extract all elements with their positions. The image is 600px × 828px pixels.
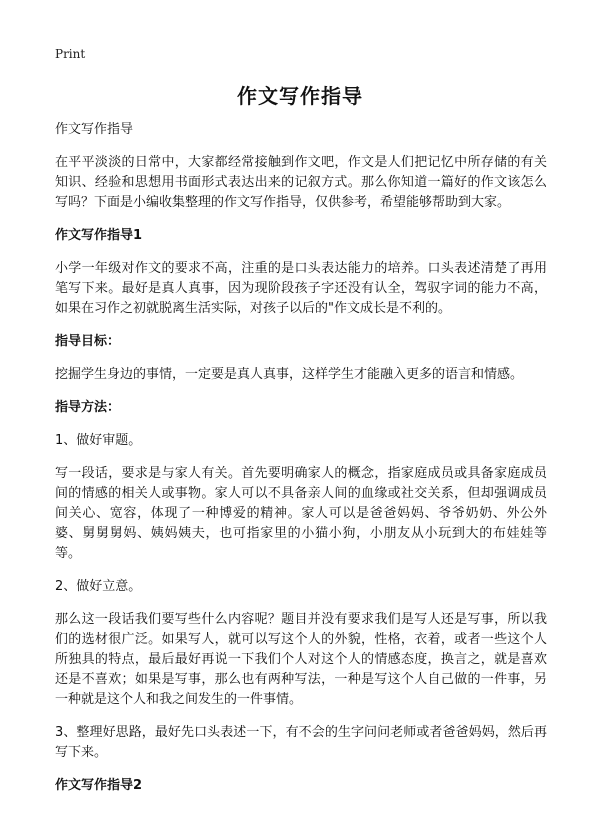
section-heading-2: 作文写作指导2 [55, 778, 143, 793]
step-2-label: 2、做好立意。 [55, 579, 142, 594]
article-body [55, 120, 547, 809]
section-heading-1: 作文写作指导1 [55, 228, 143, 243]
section-1-paragraph: 小学一年级对作文的要求不高，注重的是口头表达能力的培养。口头表述清楚了再用笔写下来。最好是真人真事，因为现阶段孩子字还没有认全，驾驭字词的能力不高，如果在习作之初就脱离生活实际，对孩子以后的"作文成长是不利的。 [55, 261, 547, 316]
goal-paragraph: 挖掘学生身边的事情，一定要是真人真事，这样学生才能融入更多的语言和情感。 [55, 367, 524, 382]
step-1-paragraph: 写一段话，要求是与家人有关。首先要明确家人的概念，指家庭成员或具备家庭成员间的情感的相关人或事物。家人可以不具备亲人间的血缘或社交关系，但却强调成员间关心、宽容，体现了一种博爱的精神。家人可以是爸爸妈妈、爷爷奶奶、外公外婆、舅舅舅妈、姨妈姨夫，也可指家里的小猫小狗，小朋友从小玩到大的布娃娃等等。 [55, 466, 547, 561]
step-2-paragraph: 那么这一段话我们要写些什么内容呢？题目并没有要求我们是写人还是写事，所以我们的选材很广泛。如果写人，就可以写这个人的外貌，性格，衣着，或者一些这个人所独具的特点，最后最好再说一下我们个人对这个人的情感态度，换言之，就是喜欢还是不喜欢；如果是写事，那么也有两种写法，一种是写这个人自己做的一件事，另一种就是这个人和我之间发生的一件事情。 [55, 612, 547, 707]
step-1-label: 1、做好审题。 [55, 433, 142, 448]
page-title: 作文写作指导 [237, 84, 363, 108]
method-heading: 指导方法： [55, 400, 121, 415]
article-subtitle: 作文写作指导 [55, 122, 134, 137]
intro-paragraph: 在平平淡淡的日常中，大家都经常接触到作文吧，作文是人们把记忆中所存储的有关知识、经验和思想用书面形式表达出来的记叙方式。那么你知道一篇好的作文该怎么写吗？下面是小编收集整理的作文写作指导，仅供参考，希望能够帮助到大家。 [55, 155, 547, 210]
step-3-paragraph: 3、整理好思路，最好先口头表述一下，有不会的生字问问老师或者爸爸妈妈，然后再写下来。 [55, 725, 547, 760]
goal-heading: 指导目标： [55, 334, 121, 349]
print-link[interactable]: Print [55, 47, 86, 61]
